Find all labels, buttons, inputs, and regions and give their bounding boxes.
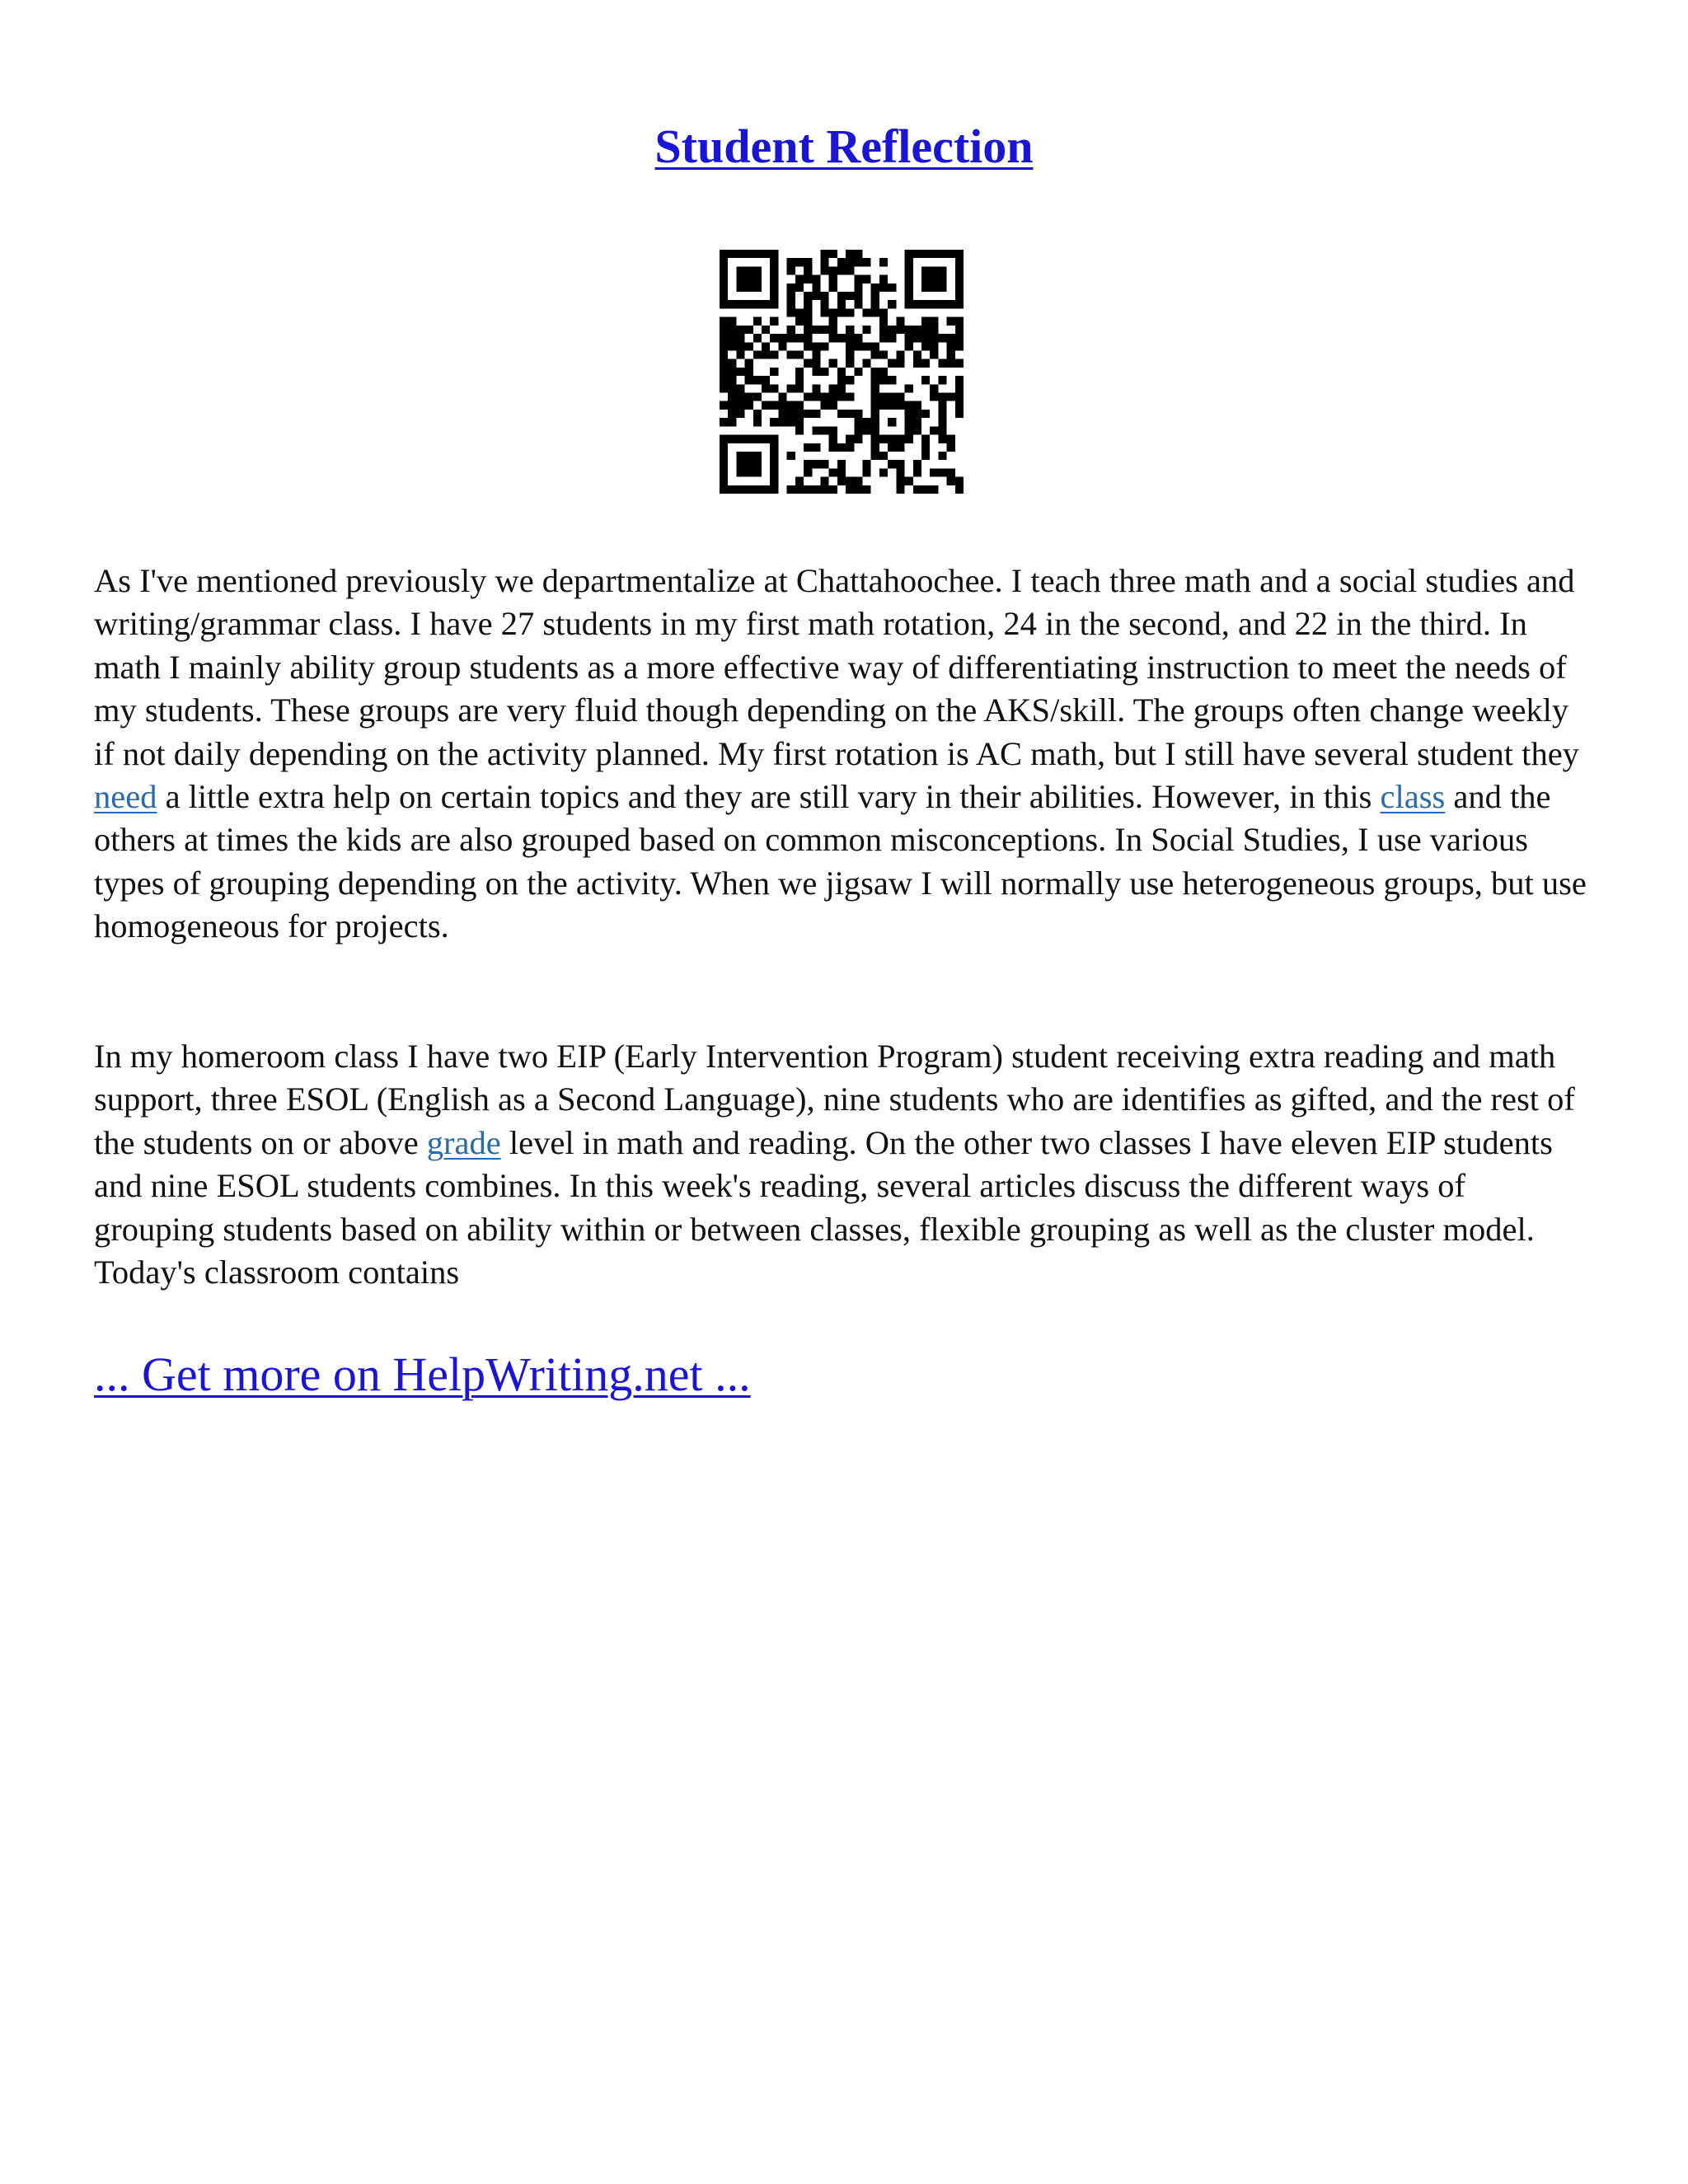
paragraph-2: [94, 1035, 1594, 1294]
get-more-link[interactable]: ... Get more on HelpWriting.net ...: [94, 1347, 751, 1401]
paragraph-1-text-b: a little extra help on certain topics and they are still vary in their abilities. However, in this: [157, 778, 1381, 816]
paragraph-2-text-b: level in math and reading. On the other two classes I have eleven EIP students and nine ESOL students combines. In this week's reading, several articles discuss the different ways of grouping students based on ability within or between classes, flexible grouping as well as the cluster model. Today's classroom contains: [94, 1123, 1553, 1291]
link-need[interactable]: need: [94, 778, 157, 816]
get-more-section: [94, 1342, 751, 1408]
paragraph-1: [94, 560, 1594, 949]
paragraph-2-text-a: In my homeroom class I have two EIP (Early Intervention Program) student receiving extra reading and math support, three ESOL (English as a Second Language), nine students who are identifies as gifted, and the rest of the students on or above: [94, 1038, 1575, 1161]
qr-code-icon: [720, 250, 964, 494]
page-title: [0, 114, 1688, 180]
paragraph-1-text-c: and the others at times the kids are also grouped based on common misconceptions. In Social Studies, I use various types of grouping depending on the activity. When we jigsaw I will normally use heterogeneous groups, but use homogeneous for projects.: [94, 778, 1587, 945]
link-grade[interactable]: grade: [426, 1123, 501, 1161]
paragraph-1-text-a: As I've mentioned previously we departmentalize at Chattahoochee. I teach three math and a social studies and writing/grammar class. I have 27 students in my first math rotation, 24 in the second, and 22 in the third. In math I mainly ability group students as a more effective way of differentiating instruction to meet the needs of my students. These groups are very fluid though depending on the AKS/skill. The groups often change weekly if not daily depending on the activity planned. My first rotation is AC math, but I still have several student they: [94, 562, 1579, 772]
title-link[interactable]: Student Reflection: [654, 120, 1034, 173]
link-class[interactable]: class: [1380, 778, 1446, 816]
